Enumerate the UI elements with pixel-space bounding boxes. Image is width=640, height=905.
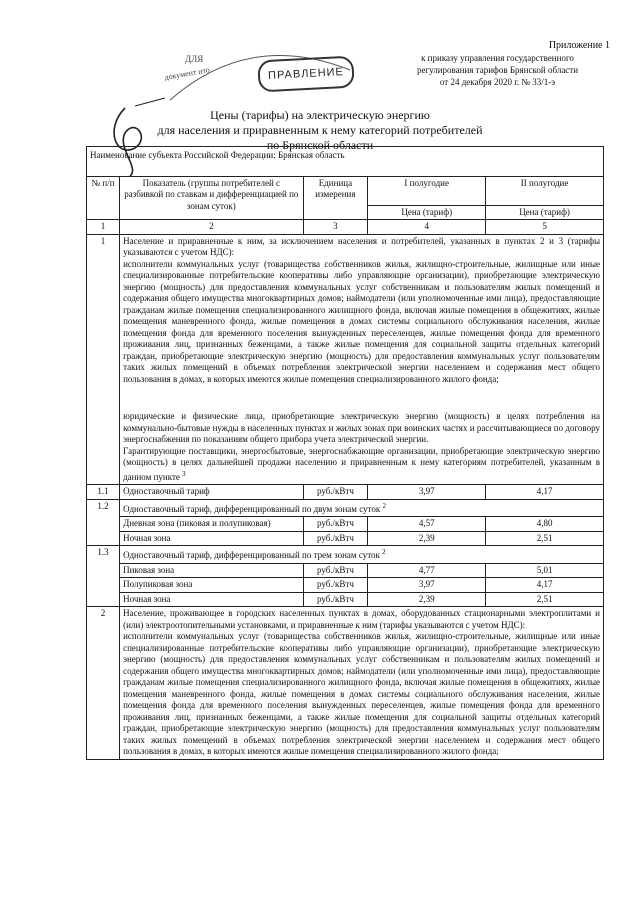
colnum: 2 [120,220,303,235]
zone-v1: 2,39 [368,592,486,607]
zone-label: Ночная зона [120,592,303,607]
row-2 [87,607,604,760]
appendix-line-1: к приказу управления государственного [421,53,574,63]
row-1-3-label [120,546,604,564]
header-num: № п/п [87,176,120,220]
row-1-2-sup: 2 [382,501,387,510]
row-1-num: 1 [87,234,120,485]
row-1-1-label: Одноставочный тариф [120,485,303,500]
zone-v1: 3,97 [368,578,486,593]
table-row [87,517,604,532]
row-1-1 [87,485,604,500]
table-row [87,563,604,578]
zone-v2: 4,80 [486,517,604,532]
row-1-1-num: 1.1 [87,485,120,500]
appendix-line-3: от 24 декабря 2020 г. № 33/1-э [439,77,556,87]
row-1-p3-sup: 3 [182,469,186,478]
row-1-3-sup: 2 [382,548,386,556]
row-2-title: Население, проживающее в городских населенных пунктах в домах, оборудованных стационарными электроплитами и (или) электроотопительными установками, и приравненные к ним (тарифы указываются с учетом НДС): [123,608,600,630]
title-line-2: для населения и приравненным к нему категорий потребителей [157,123,483,137]
header-price-2: Цена (тариф) [486,205,604,220]
table-row [87,592,604,607]
zone-v2: 4,17 [486,578,604,593]
colnum: 3 [303,220,368,235]
zone-unit: руб./кВтч [303,517,368,532]
row-1-1-v2: 4,17 [486,485,604,500]
header-indicator: Показатель (группы потребителей с разбивкой по ставкам и дифференциацией по зонам суток) [120,176,303,220]
colnum: 1 [87,220,120,235]
zone-unit: руб./кВтч [303,563,368,578]
stamp-corner-text: ДЛЯ [185,54,204,64]
row-1-1-unit: руб./кВтч [303,485,368,500]
row-2-p1: исполнители коммунальных услуг (товарищества собственников жилья, жилищно-строительные, жилищные или иные специализированные потребительские кооперативы либо управляющие организации), приобретающие электрическую энергию (мощность) для предоставления коммунальных услуг собственникам и пользователям жилых помещений и содержания общего имущества многоквартирных домов; наймодатели (или уполномоченные ими лица), предоставляющие гражданам жилые помещения специализированного жилищного фонда, включая жилые помещения в общежитиях, жилые помещения маневренного фонда, жилые помещения в домах системы социального обслуживания населения, жилые помещения фонда для временного поселения вынужденных переселенцев, жилые помещения фонда для временного проживания лиц, признанных беженцами, а также жилые помещения для социальной защиты отдельных категорий граждан, приобретающие электрическую энергию (мощность) для предоставления коммунальных услуг пользователям таких жилых помещений в объемах потребления электрической энергии населением и содержания мест общего пользования в домах, в которых имеются жилые помещения специализированного жилого фонда; [123,631,600,756]
colnum: 4 [368,220,486,235]
tariff-table [86,146,604,760]
row-1 [87,234,604,485]
colnum: 5 [486,220,604,235]
zone-v1: 4,77 [368,563,486,578]
row-1-3-num: 1.3 [87,546,120,607]
row-1-text [120,234,604,485]
row-1-2 [87,499,604,517]
zone-v1: 4,57 [368,517,486,532]
row-1-2-label-text: Одноставочный тариф, дифференцированный по двум зонам суток [123,503,381,514]
subject-row [87,147,604,177]
header-unit: Единица измерения [303,176,368,220]
zone-v2: 5,01 [486,563,604,578]
subject-cell: Наименование субъекта Российской Федерации: Брянская область [87,147,604,177]
zone-label: Дневная зона (пиковая и полупиковая) [120,517,303,532]
header-row [87,176,604,205]
zone-label: Полупиковая зона [120,578,303,593]
row-2-text [120,607,604,760]
row-1-3-label-text: Одноставочный тариф, дифференцированный по трем зонам суток [123,550,380,560]
header-price-1: Цена (тариф) [368,205,486,220]
row-1-p2: юридические и физические лица, приобретающие электрическую энергию (мощность) в целях потребления на коммунально-бытовые нужды в населенных пунктах и жилых зонах при воинских частях и рассчитывающиеся по договору энергоснабжения по показаниям общего прибора учета электрической энергии. [123,411,600,444]
appendix-line-2: регулирования тарифов Брянской области [416,65,579,75]
zone-unit: руб./кВтч [303,531,368,546]
row-1-title: Население и приравненные к ним, за исключением населения и потребителей, указанных в пунктах 2 и 3 (тарифы указываются с учетом НДС): [123,235,600,257]
stamp [257,56,355,93]
zone-v2: 2,51 [486,531,604,546]
header-half-2: II полугодие [486,176,604,205]
row-1-2-num: 1.2 [87,499,120,546]
row-2-num: 2 [87,607,120,760]
appendix-title: Приложение 1 [548,40,610,51]
colnum-row [87,220,604,235]
table-row [87,531,604,546]
zone-label: Пиковая зона [120,563,303,578]
zone-unit: руб./кВтч [303,592,368,607]
zone-label: Ночная зона [120,531,303,546]
zone-unit: руб./кВтч [303,578,368,593]
row-1-p3-text: Гарантирующие поставщики, энергосбытовые, энергоснабжающие организации, приобретающие электрическую энергию (мощность) в целях дальнейшей продажи населению и приравненным к нему категориям потребителей, указанным в данном пункте [123,445,600,482]
row-1-2-label [120,499,604,517]
row-1-p3 [123,446,600,484]
zone-v2: 2,51 [486,592,604,607]
row-1-3 [87,546,604,564]
title-line-1: Цены (тарифы) на электрическую энергию [210,108,430,122]
zone-v1: 2,39 [368,531,486,546]
appendix-block [385,40,610,88]
stamp-corner-text-2: документ нто [163,65,211,82]
header-half-1: I полугодие [368,176,486,205]
title-line-3: по Брянской области [266,138,374,152]
table-row [87,578,604,593]
row-1-1-v1: 3,97 [368,485,486,500]
row-1-p1: исполнители коммунальных услуг (товарищества собственников жилья, жилищно-строительные, жилищные или иные специализированные потребительские кооперативы либо управляющие организации), приобретающие электрическую энергию (мощность) для предоставления коммунальных услуг собственникам и пользователям жилых помещений и содержания общего имущества многоквартирных домов; наймодатели (или уполномоченные ими лица), предоставляющие гражданам жилые помещения специализированного жилищного фонда, включая жилые помещения в общежитиях, жилые помещения маневренного фонда, жилые помещения в домах системы социального обслуживания населения, жилые помещения фонда для временного поселения вынужденных переселенцев, жилые помещения фонда для временного проживания лиц, признанных беженцами, а также жилые помещения для социальной защиты отдельных категорий граждан, приобретающие электрическую энергию (мощность) для предоставления коммунальных услуг пользователям таких жилых помещений в объемах потребления электрической энергии населением и содержания мест общего пользования в домах, в которых имеются жилые помещения специализированного жилого фонда; [123,258,600,384]
stamp-text: ПРАВЛЕНИЕ [267,66,345,82]
